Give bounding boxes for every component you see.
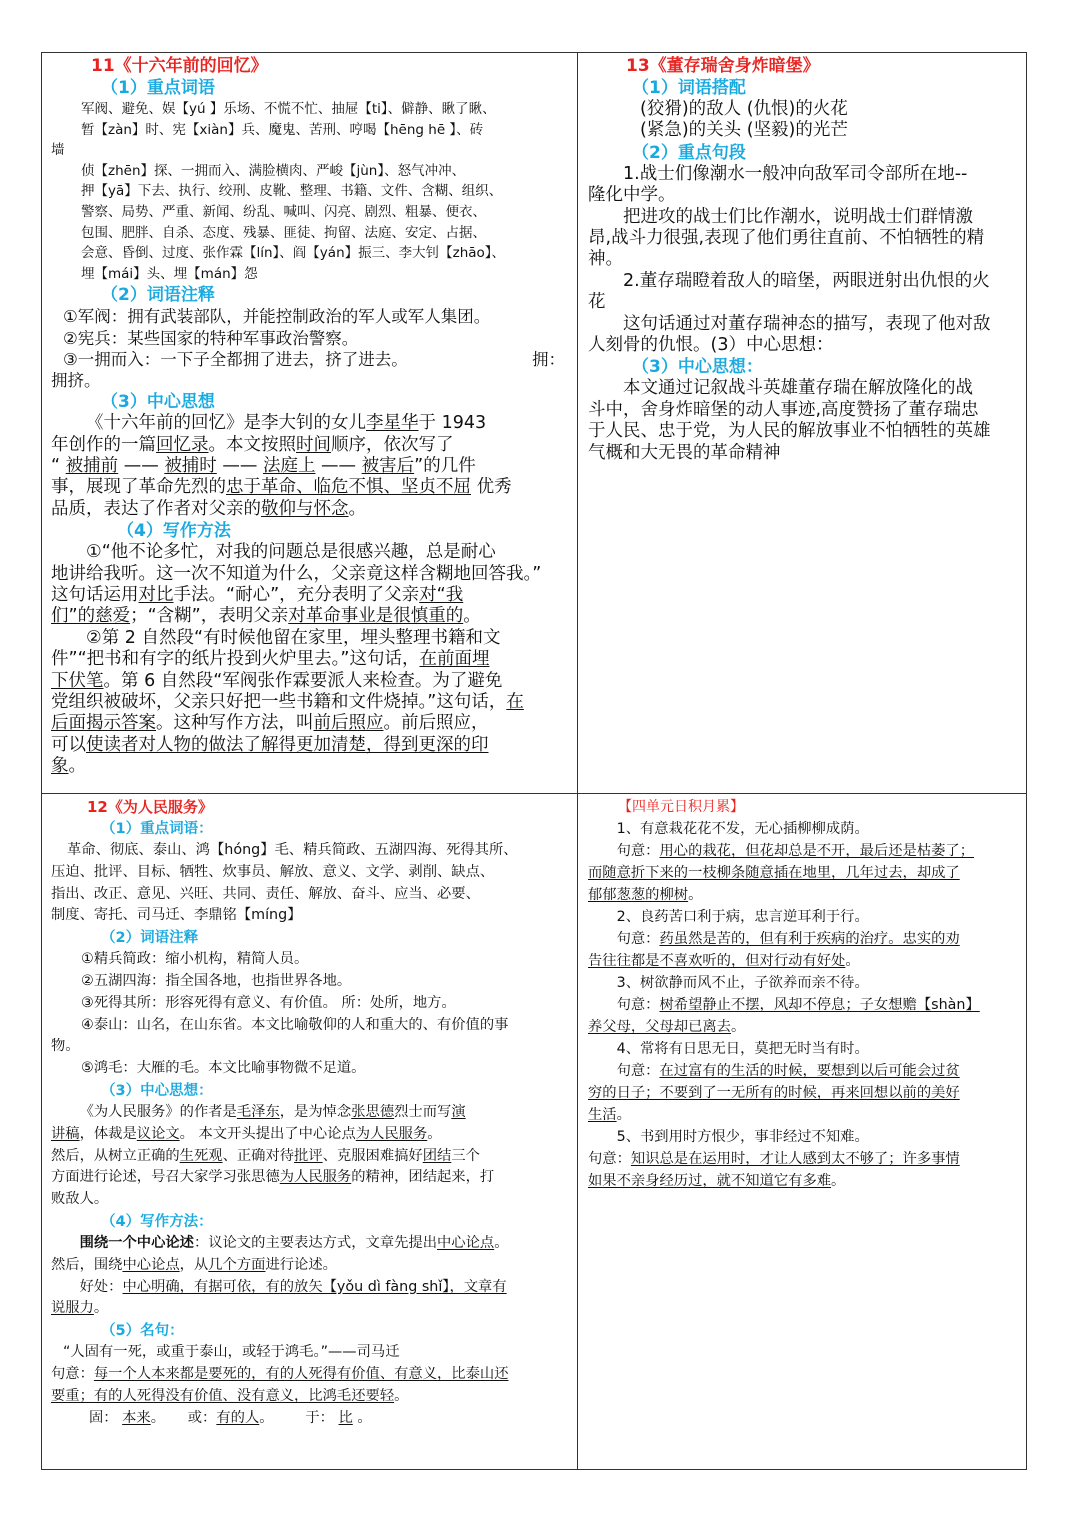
text-fragment: 物。 [51,1038,80,1055]
text-fragment: 。 [93,1300,109,1317]
text-fragment: 指出、改正、意见、兴旺、共同、责任、解放、奋斗、应当、必要、 [51,885,480,902]
text-fragment: 地讲给我听。这一次不知道为什么，父亲竟这样含糊地回答我。” [51,563,542,584]
text-fragment: 于人民、忠于党，为人民的解放事业不怕牺牲的英雄 [588,421,991,442]
lesson-11-vocab [51,99,569,284]
text-line [588,884,1020,906]
text-fragment: 。 [68,756,86,777]
text-fragment: ，是为悼念 [279,1103,352,1120]
text-fragment: 这句话运用 [51,585,139,605]
text-fragment: (紧急)的关头 (坚毅)的光芒 [640,120,848,141]
unit-4-title: 【四单元日积月累】 [618,799,744,815]
text-fragment: 警察、局势、严重、新闻、纷乱、喊叫、闪亮、剧烈、粗暴、便衣、 [81,203,486,220]
text-fragment: 几个方面 [208,1256,266,1273]
text-line [51,649,569,670]
text-fragment: 中心明确，有据可依，有的放矢【yǒu dì fàng shǐ】，文章有 [122,1278,507,1295]
text-fragment: 。 [394,1387,409,1404]
lesson-12-notes [51,949,569,1080]
text-fragment: 年创作的一篇 [51,434,156,455]
text-fragment: 议论文 [136,1125,180,1142]
text-fragment: 养父母，父母却已离去 [588,1019,731,1035]
lesson-12-method-heading: （4）写作方法： [101,1213,213,1230]
lesson-11-central-heading: （3）中心思想 [101,392,215,413]
text-fragment: 演 [451,1103,466,1120]
text-line [51,413,569,434]
text-line [588,1060,1020,1082]
text-fragment: 。 [845,953,860,969]
text-fragment: 。 [730,1019,746,1035]
text-fragment: 使读者对人物的做法了解得更加清楚，得到更深的印 [86,734,489,755]
lesson-11-title: 11《十六年前的回忆》 [91,56,268,76]
text-fragment: 。 [831,1173,846,1189]
text-line [588,1016,1020,1038]
text-line [51,1408,569,1430]
text-fragment: 。 [463,606,481,627]
text-fragment: 。 [688,887,703,903]
lesson-12-quote [51,1342,569,1429]
text-fragment: 被捕前 [65,455,119,476]
text-fragment: 被害后 [361,455,415,476]
text-fragment: 本文通过记叙战斗英雄董存瑞在解放隆化的战 [623,378,973,399]
text-line [51,1167,569,1189]
text-line [51,1364,569,1386]
text-fragment: 被捕时 [164,455,217,476]
lesson-11-notes-heading: （2）词语注释 [101,285,215,306]
lesson-12-method [51,1233,569,1320]
text-fragment: 句意： [616,1063,660,1079]
text-fragment: 比 [338,1409,353,1426]
text-fragment: 象 [51,756,69,777]
text-fragment: 时间 [296,434,331,455]
lesson-12-vocab-heading: （1）重点词语： [101,821,213,837]
text-fragment: 会意、昏倒、过度、张作霖【lín】、阎【yán】振三、李大钊【zhāo】、 [81,245,506,262]
text-fragment: 。 [494,1234,509,1251]
text-fragment: 后面揭示答案 [51,713,156,734]
text-fragment: ，体裁是 [79,1125,137,1142]
text-fragment: 药虽然是苦的，但有利于疾病的治疗。忠实的劝 [659,931,960,947]
text-fragment: 对比 [138,585,174,605]
lesson-12-cell [42,794,577,1470]
lesson-11-cell [42,53,577,793]
text-line [51,1277,569,1299]
text-fragment: ⑤鸿毛：大雁的毛。本文比喻事物微不足道。 [81,1060,366,1077]
text-fragment: 于 1943 [418,413,487,434]
text-fragment: 句意： [616,843,660,859]
text-fragment: 李星华 [366,413,419,434]
text-fragment: 军阀、避免、娱【yú 】乐场、不慌不忙、抽屉【ti】、僻静、瞅了瞅、 [81,101,496,117]
text-line [51,1124,569,1146]
text-fragment: 3、树欲静而风不止，子欲养而亲不待。 [616,975,869,991]
lesson-12-central [51,1102,569,1211]
text-line [588,950,1020,972]
lesson-12-central-heading: （3）中心思想： [101,1082,213,1099]
text-fragment: “ [51,455,61,476]
text-fragment: 忠于革命、临危不惧、坚贞不屈 [226,477,471,498]
text-fragment: 知识总是在运用时，才让人感到太不够了；许多事情 [630,1151,960,1167]
text-fragment: 对“我 [419,585,464,605]
unit-4-cell [578,794,1028,1470]
text-fragment: 。 [150,1409,166,1426]
text-fragment: 用心的栽花，但花却总是不开，最后还是枯萎了； [659,843,975,859]
text-line [51,585,569,606]
text-fragment: 制度、寄托、司马迁、李鼎铭【míng】 [51,907,302,924]
text-fragment: 穷的日子；不要到了一无所有的时候，再来回想以前的美好 [588,1085,960,1101]
text-fragment: 神。 [588,249,623,270]
text-fragment: (狡猾)的敌人 (仇恨)的火花 [640,99,848,119]
text-line [51,1102,569,1124]
lesson-12-quote-heading: （5）名句： [101,1323,184,1340]
text-fragment: 对革命事业是很慎重的 [288,606,464,627]
text-fragment: 们”的慈爱 [51,606,131,627]
text-fragment: 顺序，依次写了 [331,434,454,455]
text-line [51,1233,569,1255]
text-line [588,1148,1020,1170]
text-fragment: 的精神，团结起来，打 [351,1169,495,1186]
unit-4-items [588,818,1020,1192]
text-fragment: 气概和大无畏的革命精神 [588,442,781,463]
text-fragment: 批评 [294,1147,323,1164]
text-fragment: 品质，表达了作者对父亲的 [51,498,261,519]
text-line [51,606,569,627]
text-fragment: 在 [506,692,524,713]
text-fragment: 生活 [588,1107,617,1123]
text-fragment: 或： [187,1409,217,1426]
text-line [51,349,569,370]
text-fragment: 如果不亲身经历过，就不知道它有多难 [588,1173,832,1189]
text-fragment: 生死观 [179,1147,223,1164]
text-fragment: 前后照应 [313,713,384,734]
text-fragment: 墙 [51,142,65,159]
text-fragment: 下伏笔 [51,670,104,691]
text-fragment: 烈士而写 [394,1103,452,1120]
text-fragment: 押【yā】下去、执行、绞刑、皮靴、整理、书籍、文件、含糊、组织、 [81,183,503,200]
text-fragment: ②第 2 自然段“有时候他留在家里，埋头整理书籍和文 [86,627,501,648]
text-fragment: 说服力 [51,1300,94,1317]
text-fragment: 敬仰与怀念 [261,498,349,519]
text-fragment: 本来 [122,1409,151,1426]
text-fragment: 。 本文开头提出了中心论点 [179,1125,356,1142]
text-line [588,994,1020,1016]
text-line [588,928,1020,950]
text-fragment: 三个 [451,1147,480,1164]
text-line [51,456,569,477]
text-fragment: 讲稿 [51,1125,80,1142]
text-line [51,499,569,520]
lesson-12-vocab [51,840,569,927]
text-fragment: 事，展现了革命先烈的 [51,477,226,498]
text-fragment: 拥： [532,349,565,369]
text-fragment: 这句话通过对董存瑞神态的描写，表现了他对敌 [623,313,991,334]
text-fragment: 告往往都是不喜欢听的，但对行动有好处 [588,953,846,969]
text-fragment: 有的人 [216,1409,260,1426]
text-fragment: 包围、肥胖、自杀、态度、残暴、匪徒、拘留、法庭、安定、占据、 [81,224,486,241]
text-fragment: ；“含糊”，表明父亲 [130,606,289,627]
text-fragment: 人刻骨的仇恨。(3）中心思想： [588,335,834,356]
text-fragment: 句意： [616,997,660,1013]
text-fragment: 、克服困难搞好 [322,1147,423,1164]
text-fragment: 侦【zhēn】探、一拥而入、满脸横肉、严峻【jùn】、怒气冲冲、 [81,162,466,179]
lesson-13-pairs [588,99,1020,142]
text-line [51,435,569,456]
text-fragment: 败敌人。 [51,1191,109,1208]
text-fragment: 。前后照应， [383,713,489,734]
text-line [51,477,569,498]
text-fragment: 斗中，舍身炸暗堡的动人事迹,高度赞扬了董存瑞忠 [588,399,979,420]
text-fragment: ②五湖四海：指全国各地，也指世界各地。 [81,972,352,989]
text-fragment: ”的几件 [414,455,476,476]
text-fragment: 团结 [422,1147,452,1164]
text-fragment: ①精兵简政：缩小机构，精简人员。 [81,951,309,968]
text-fragment: 围绕一个中心论述 [79,1234,194,1251]
text-line [51,735,569,756]
text-fragment: 。 [348,498,366,519]
text-line [51,756,569,777]
text-fragment: 4、常将有日思无日，莫把无时当有时。 [616,1041,869,1057]
text-fragment: “人固有一死，或重于泰山，或轻于鸿毛。”——司马迁 [63,1344,400,1361]
text-fragment: 把进攻的战士们比作潮水，说明战士们群情激 [623,206,973,227]
text-fragment: 句意： [51,1365,94,1382]
text-fragment: 党组织被破坏，父亲只好把一些书籍和文件烧掉。”这句话， [51,692,507,713]
text-fragment: 1、有意栽花花不发，无心插柳柳成荫。 [616,821,869,837]
text-fragment: 《为人民服务》的作者是 [79,1103,237,1120]
text-fragment: 压迫、批评、目标、牺牲、炊事员、解放、意义、文学、剥削、缺点、 [51,863,495,880]
text-fragment: —— [321,455,357,476]
text-fragment: 5、书到用时方恨少，事非经过不知难。 [616,1129,869,1145]
text-fragment: 为人民服务 [355,1125,428,1142]
text-line [51,1255,569,1277]
lesson-13-central-heading: （3）中心思想： [632,357,763,378]
text-fragment: —— [123,455,159,476]
text-fragment: ②宪兵：某些国家的特种军事政治警察。 [63,328,359,348]
text-fragment: 革命、彻底、泰山、鸿【hóng】毛、精兵简政、五湖四海、死得其所、 [67,842,518,858]
text-fragment: 。本文按照 [208,434,296,455]
text-fragment: 埋【mái】头、埋【mán】怨 [81,265,258,282]
text-fragment: 花 [588,292,606,313]
text-line [588,1170,1020,1192]
text-fragment: 中心论点 [437,1234,495,1251]
lesson-13-sentences [588,164,1020,357]
text-line [588,1104,1020,1126]
text-fragment: —— [222,455,258,476]
text-line [51,713,569,734]
text-fragment: 在过富有的生活的时候，要想到以后可能会过贫 [659,1063,960,1079]
text-fragment: ，从 [179,1256,209,1273]
text-fragment: 昂,战斗力很强,表现了他们勇往直前、不怕牺牲的精 [588,228,985,249]
text-fragment: 1.战士们像潮水一般冲向敌军司令部所在地-- [623,163,968,184]
lesson-12-notes-heading: （2）词语注释 [101,930,199,947]
text-fragment: 回忆录 [156,434,209,455]
text-fragment: ①军阀：拥有武装部队，并能控制政治的军人或军人集团。 [63,307,491,327]
notes-table [41,52,1027,1470]
lesson-11-method [51,542,569,777]
text-fragment: 而随意折下来的一枝柳条随意插在地里，几年过去，却成了 [588,865,960,881]
text-fragment: 。这种写作方法，叫 [156,713,314,734]
text-line [51,1298,569,1320]
text-fragment: 。 [357,1409,372,1426]
text-fragment: 。 [259,1409,274,1426]
text-fragment: 。第 6 自然段“军阀张作霖要派人来检查。为了避免 [103,670,503,691]
text-fragment: 件”“把书和有字的纸片投到火炉里去。”这句话， [51,649,420,670]
text-fragment: 。 [616,1107,631,1123]
text-line [51,1146,569,1168]
lesson-13-central [588,378,1020,464]
text-fragment: ③死得其所：形容死得有意义、有价值。 所：处所，地方。 [81,994,456,1011]
text-fragment: 树希望静止不摆，风却不停息；子女想赡【shàn】 [659,997,980,1013]
text-fragment: ①“他不论多忙，对我的问题总是很感兴趣，总是耐心 [86,542,496,563]
text-fragment: ④泰山：山名，在山东省。本文比喻敬仰的人和重大的、有价值的事 [81,1016,509,1033]
text-fragment: 方面进行论述，号召大家学习张思德 [51,1169,280,1186]
text-line [588,840,1020,862]
text-fragment: ：议论文的主要表达方式，文章先提出 [193,1234,438,1251]
text-fragment: 优秀 [476,477,512,498]
text-fragment: 。 [427,1125,442,1142]
text-fragment: 句意： [616,931,660,947]
text-fragment: 每一个人本来都是要死的，有的人死得有价值、有意义，比泰山还 [93,1365,509,1382]
lesson-11-notes [51,306,569,391]
text-fragment: 、正确对待 [222,1147,295,1164]
text-fragment: 在前面埋 [419,649,490,670]
lesson-13-title: 13《董存瑞舍身炸暗堡》 [626,56,820,76]
lesson-11-method-heading: （4）写作方法 [117,521,231,542]
lesson-13-pairs-heading: （1）词语搭配 [632,78,746,98]
text-fragment: 要重；有的人死得没有价值、没有意义，比鸿毛还要轻 [51,1387,395,1404]
text-fragment: 法庭上 [262,455,316,476]
text-fragment: 郁郁葱葱的柳树 [588,887,689,903]
text-fragment: 拥挤。 [51,370,101,390]
lesson-13-cell [578,53,1028,793]
text-fragment: 手法。“耐心”，充分表明了父亲 [173,585,420,605]
text-fragment: 隆化中学。 [588,185,676,206]
text-fragment: 句意： [588,1151,631,1167]
text-fragment: 进行论述。 [265,1256,337,1273]
text-fragment: 中心论点 [122,1256,180,1273]
text-fragment: 暂【zàn】时、宪【xiàn】兵、魔鬼、苦刑、哼喝【hēng hē 】、砖 [81,121,484,138]
lesson-11-central [51,413,569,520]
text-fragment: 为人民服务 [279,1169,352,1186]
lesson-12-title: 12《为人民服务》 [87,798,213,816]
text-fragment: 固： [89,1409,118,1426]
text-fragment: 毛泽东 [236,1103,280,1120]
text-fragment: 《十六年前的回忆》是李大钊的女儿 [86,413,366,434]
text-fragment: 然后，从树立正确的 [51,1147,180,1164]
text-fragment: 2、良药苦口利于病，忠言逆耳利于行。 [616,909,869,925]
text-fragment: ③一拥而入：一下子全都拥了进去，挤了进去。 [63,349,408,369]
text-line [51,692,569,713]
text-fragment: 可以 [51,734,86,755]
text-fragment: 张思德 [351,1103,395,1120]
text-fragment: 然后，围绕 [51,1256,123,1273]
lesson-11-vocab-heading: （1）重点词语 [101,78,215,98]
lesson-13-sentences-heading: （2）重点句段 [632,142,746,163]
text-line [51,1386,569,1408]
text-fragment: 于： [305,1409,334,1426]
text-fragment: 好处： [79,1278,123,1295]
text-fragment: 2.董存瑞瞪着敌人的暗堡，两眼迸射出仇恨的火 [623,270,990,291]
text-line [51,671,569,692]
